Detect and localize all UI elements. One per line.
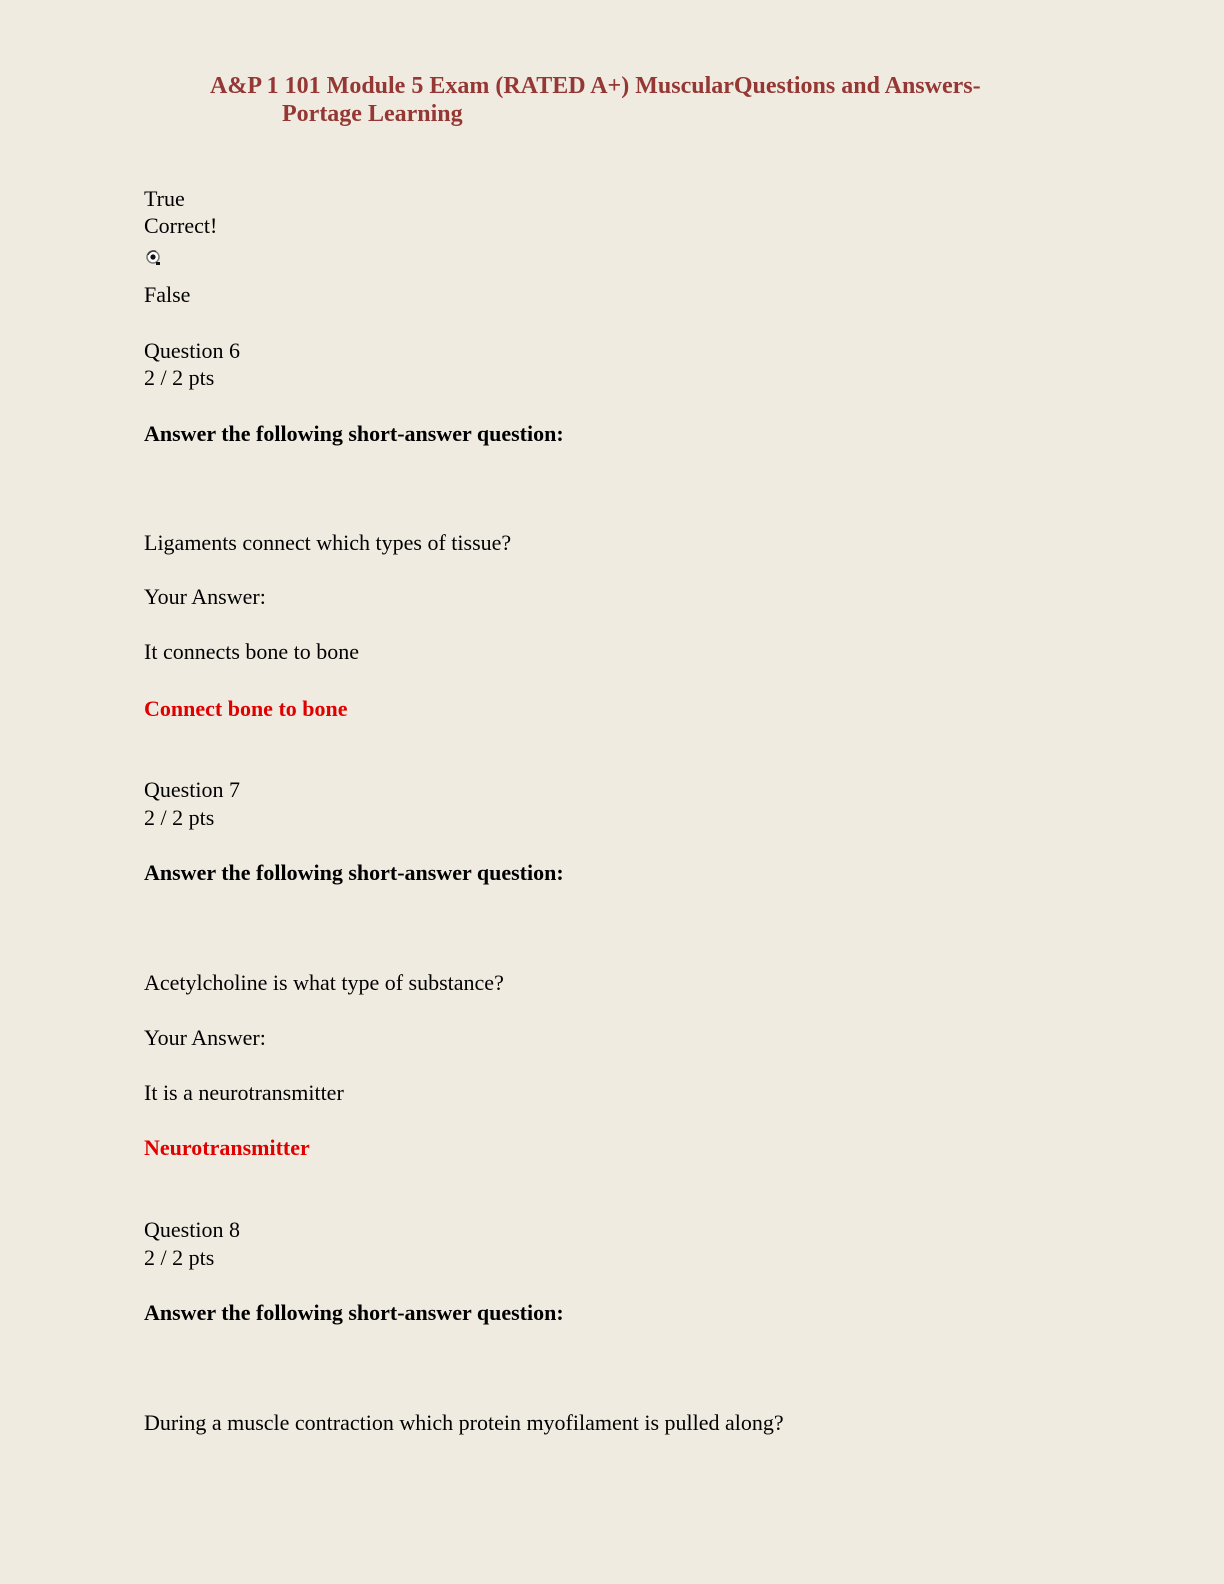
option-true: True bbox=[144, 186, 185, 211]
option-false: False bbox=[144, 282, 191, 307]
feedback-correct: Correct! bbox=[144, 213, 218, 238]
question-7-correct-answer: Neurotransmitter bbox=[144, 1135, 310, 1160]
question-8-number: Question 8 bbox=[144, 1217, 240, 1242]
document-title-line-1: A&P 1 101 Module 5 Exam (RATED A+) MuscularQuestions and Answers- bbox=[210, 73, 981, 99]
question-7-number: Question 7 bbox=[144, 777, 240, 802]
question-6-prompt: Ligaments connect which types of tissue? bbox=[144, 530, 512, 555]
question-8-points: 2 / 2 pts bbox=[144, 1245, 215, 1270]
question-7-your-answer-label: Your Answer: bbox=[144, 1025, 266, 1050]
question-6-correct-answer: Connect bone to bone bbox=[144, 696, 348, 721]
question-7-prompt: Acetylcholine is what type of substance? bbox=[144, 970, 504, 995]
question-7-instruction: Answer the following short-answer question: bbox=[144, 860, 564, 885]
question-6-your-answer-label: Your Answer: bbox=[144, 584, 266, 609]
document-title-line-2: Portage Learning bbox=[282, 101, 463, 127]
question-6-points: 2 / 2 pts bbox=[144, 365, 215, 390]
radio-button-icon bbox=[145, 249, 163, 267]
question-8-prompt: During a muscle contraction which protein myofilament is pulled along? bbox=[144, 1410, 784, 1435]
question-7-your-answer: It is a neurotransmitter bbox=[144, 1080, 344, 1105]
question-6-your-answer: It connects bone to bone bbox=[144, 639, 360, 664]
question-8-instruction: Answer the following short-answer question: bbox=[144, 1300, 564, 1325]
question-6-instruction: Answer the following short-answer question: bbox=[144, 421, 564, 446]
question-6-number: Question 6 bbox=[144, 338, 240, 363]
question-7-points: 2 / 2 pts bbox=[144, 805, 215, 830]
